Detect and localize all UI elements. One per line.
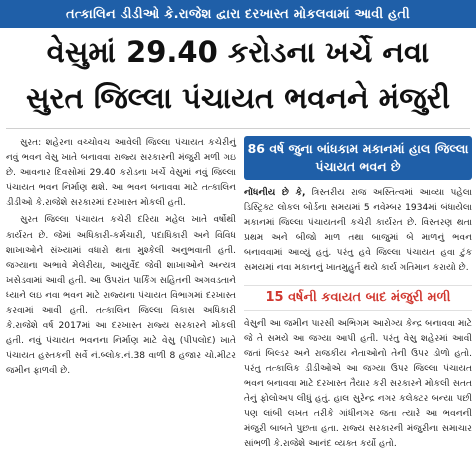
body-paragraph: સુરત જિલ્લા પંચાયત કચેરી દરિયા મહેલ ખાતે વર્ષોથી કાર્યરત છે. જેમાં અધિકારી-કર્મચારી, પદાધિકારી અને વિવિધ શાખાઓને સંખ્યામાં વધારો થતા મુશ્કેલી અનુભવાતી હતી. જગ્યાના અભાવે મેલેરીયા, આયુર્વેદ જેવી શાખાઓને અન્યત્ર ખસેડવામાં આવી હતી. આ ઉપરાંત પાર્કિંગ સહિતની અગવડતાને ધ્યાને લઇ નવા ભવન માટે રાજ્યના પંચાયત વિભાગમાં દરખાસ્ત કરવામાં આવી હતી. તત્કાલિન જિલ્લા વિકાસ અધિકારી કે.રાજેશે વર્ષ 2017માં આ દરખાસ્ત રાજ્ય સરકારને મોકલી હતી. નવું પંચાયત ભવનના નિર્માણ માટે વેસુ (પીપલોદ) ખાતે પંચાયત હસ્તકની સર્વે નં.બ્લોક.નં.38 વાળી 8 હજાર ચો.મીટર જમીન ફાળવી છે. <box>6 215 236 377</box>
subheading-box: 86 વર્ષ જુના બાંધકામ મકાનમાં હાલ જિલ્લા પંચાયત ભવન છે <box>244 136 472 180</box>
headline-line-1: વેસુમાં 29.40 કરોડના ખર્ચે નવા <box>46 35 430 69</box>
headline-line-2: સુરત જિલ્લા પંચાયત ભવનને મંજુરી <box>26 81 450 115</box>
body-paragraph <box>244 186 472 277</box>
divider <box>6 128 470 129</box>
body-paragraph: વેસુની આ જમીન પારસી અભિગમ આરોગ્ય કેન્દ્ર બનાવવા માટે જે તે સમયે આ જગ્યા આપી હતી. પરંતુ વેસુ શહેરમાં આવી જતાં બિલ્ડર અને રાજકીય નેતાઓનો તેની ઉપર ડોળો હતો. પરંતુ તત્કાલિક ડીડીઓએ આ જગ્યા ઉપર જિલ્લા પંચાયત ભવન બનાવવા માટે દરખાસ્ત તૈયાર કરી સરકારને મોકલી સતત તેનું ફોલોઅપ લીધું હતું. હાલ સુરેન્દ્ર નગર કલેક્ટર બન્યા પછી પણ લાંબી લખત તરીકે ગાંધીનગર જતા ત્યારે આ ભવનની મંજુરી બાબતે પુછતા હતા. રાજ્ય સરકારની મંજુરીના સમાચાર સાંભળી કે.રાજેશે આનંદ વ્યક્ત કર્યો હતો. <box>244 318 472 450</box>
kicker-banner: તત્કાલિન ડીડીઓ કે.રાજેશ દ્વારા દરખાસ્ત મોકલવામાં આવી હતી <box>0 0 476 28</box>
body-paragraph: સુરત: શહેરના વચ્ચોવચ આવેલી જિલ્લા પંચાયત કચેરીનું નવું ભવન વેસુ ખાતે બનાવવા રાજ્ય સરકારની મંજુરી મળી ગઇ છે. આવનાર દિવસોમાં 29.40 કરોડના ખર્ચે વેસુમાં નવું જિલ્લા પંચાયત ભવન નિર્માણ થશે. આ ભવન બનાવવા માટે તત્કાલિન ડીડીઓ કે.રાજેશે સરકારમાં દરખાસ્ત મોકલી હતી. <box>6 138 236 209</box>
lead-text: નોંધનીય છે કે, <box>244 188 306 198</box>
left-column <box>6 136 236 382</box>
subheading: 15 વર્ષની કવાયત બાદ મંજુરી મળી <box>244 285 472 311</box>
right-column <box>244 136 472 452</box>
paragraph-text: ત્રિસ્તરીય રાજ અસ્તિત્વમાં આવ્યા પહેલા ડિસ્ટ્રિક્ટ લોકલ બોર્ડના સમયમાં 5 નવેમ્બર 1934માં બંધાયેલા મકાનમાં જિલ્લા પંચાયતની કચેરી કાર્યરત છે. વિસ્તરણ થતા પ્રથમ અને બીજો માળ તથા બાજુમાં બે માળનું ભવન બનાવવામાં આવ્યું હતું. પરંતુ હવે જિલ્લા પંચાયત હવા ટુંક સમયમાં નવા મકાનનું ખાતમુહુર્ત થયે કાર્ય ગતિમાન કરાયો છે. <box>244 188 472 274</box>
